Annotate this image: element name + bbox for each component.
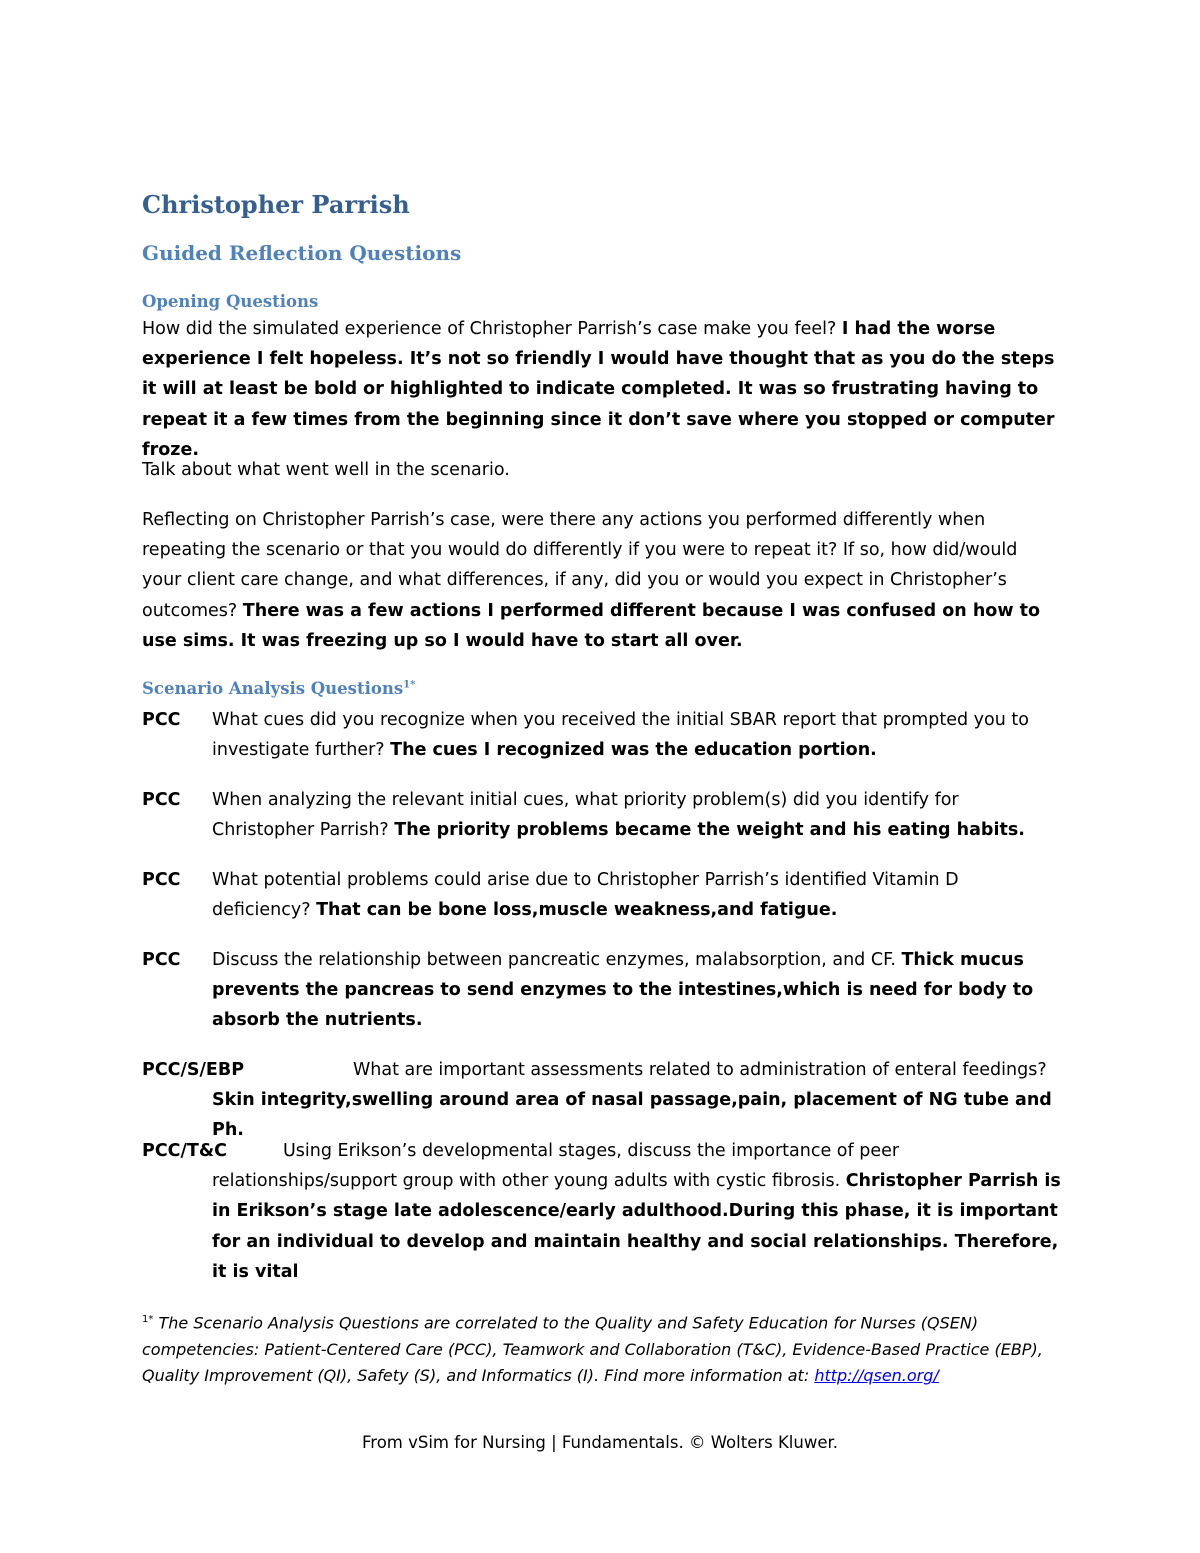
answer-text: Skin integrity,swelling around area of nasal passage,pain, placement of NG tube and Ph. [212,1090,1052,1141]
scenario-analysis-heading: Scenario Analysis Questions$^{1*}$ [142,679,416,698]
scenario-item [142,785,1062,845]
competency-tag: PCC [142,950,181,970]
opening-question-2 [142,455,1062,485]
footnote [142,1307,1062,1390]
footnote-text: The Scenario Analysis Questions are correlated to the Quality and Safety Education for Nurses (QSEN) competencies: Patient-Centered Care (PCC), Teamwork and Collaboration (T&C), Evidence-Based Practice (EBP), Quality Improvement (QI), Safety (S), and Informatics (I). Find more information at: [142,1313,1043,1386]
scenario-question: When analyzing the relevant initial cues, what priority problem(s) did you identify for Christopher Parrish? The priority problems became the weight and his eating habits. [212,790,1025,841]
scenario-question: What potential problems could arise due to Christopher Parrish’s identified Vitamin D deficiency? That can be bone loss,muscle weakness,and fatigue. [212,870,959,921]
answer-text: That can be bone loss,muscle weakness,and fatigue. [316,900,838,921]
scenario-question: What cues did you recognize when you received the initial SBAR report that prompted you to investigate further? The cues I recognized was the education portion. [212,710,1029,761]
answer-text: There was a few actions I performed different because I was confused on how to use sims. It was freezing up so I would have to start all over. [142,600,1040,651]
opening-questions-heading: Opening Questions [142,292,319,311]
competency-tag: PCC/S/EBP [142,1060,245,1080]
answer-text: Christopher Parrish is in Erikson’s stage late adolescence/early adulthood.During this phase, it is important for an individual to develop and maintain healthy and social relationships. Therefore, it is vital [212,1171,1061,1282]
answer-text: The cues I recognized was the education portion. [390,740,877,761]
footnote-marker: 1* [142,1314,154,1325]
scenario-item [142,945,1062,1036]
competency-tag: PCC [142,870,181,890]
question-text: Talk about what went well in the scenario. [142,460,510,480]
page-subtitle: Guided Reflection Questions [142,241,462,265]
opening-question-3 [142,505,1062,656]
scenario-item [142,705,1062,765]
answer-text: The priority problems became the weight and his eating habits. [394,820,1025,841]
scenario-item [142,1055,1062,1146]
opening-question-1 [142,314,1062,465]
competency-tag: PCC [142,790,181,810]
scenario-question: Using Erikson’s developmental stages, discuss the importance of peer relationships/support group with other young adults with cystic fibrosis. Christopher Parrish is in Erikson’s stage late adolescence/early adulthood.During this phase, it is important for an individual to develop and maintain healthy and social relationships. Therefore, it is vital [212,1141,1061,1282]
question-text: Reflecting on Christopher Parrish’s case, were there any actions you performed differently when repeating the scenario or that you would do differently if you were to repeat it? If so, how did/would your client care change, and what differences, if any, did you or would you expect in Christopher’s outcomes? [142,510,1018,621]
scenario-item [142,865,1062,925]
footnote-marker: 1* [403,679,416,691]
scenario-question: Discuss the relationship between pancreatic enzymes, malabsorption, and CF. Thick mucus prevents the pancreas to send enzymes to the intestines,which is need for body to absorb the nutrients. [212,950,1034,1031]
scenario-item [142,1136,1062,1287]
answer-text: Thick mucus prevents the pancreas to send enzymes to the intestines,which is need for body to absorb the nutrients. [212,950,1034,1031]
page-footer: From vSim for Nursing | Fundamentals. © Wolters Kluwer. [361,1433,838,1452]
competency-tag: PCC/T&C [142,1141,227,1161]
qsen-link[interactable]: http://qsen.org/ [814,1366,939,1386]
page-title: Christopher Parrish [142,190,410,219]
scenario-question: What are important assessments related to administration of enteral feedings? Skin integrity,swelling around area of nasal passage,pain, placement of NG tube and Ph. [212,1060,1052,1141]
competency-tag: PCC [142,710,181,730]
question-text: How did the simulated experience of Christopher Parrish’s case make you feel? [142,319,837,339]
answer-text: I had the worse experience I felt hopeless. It’s not so friendly I would have thought that as you do the steps it will at least be bold or highlighted to indicate completed. It was so frustrating having to repeat it a few times from the beginning since it don’t save where you stopped or computer froze. [142,319,1055,460]
